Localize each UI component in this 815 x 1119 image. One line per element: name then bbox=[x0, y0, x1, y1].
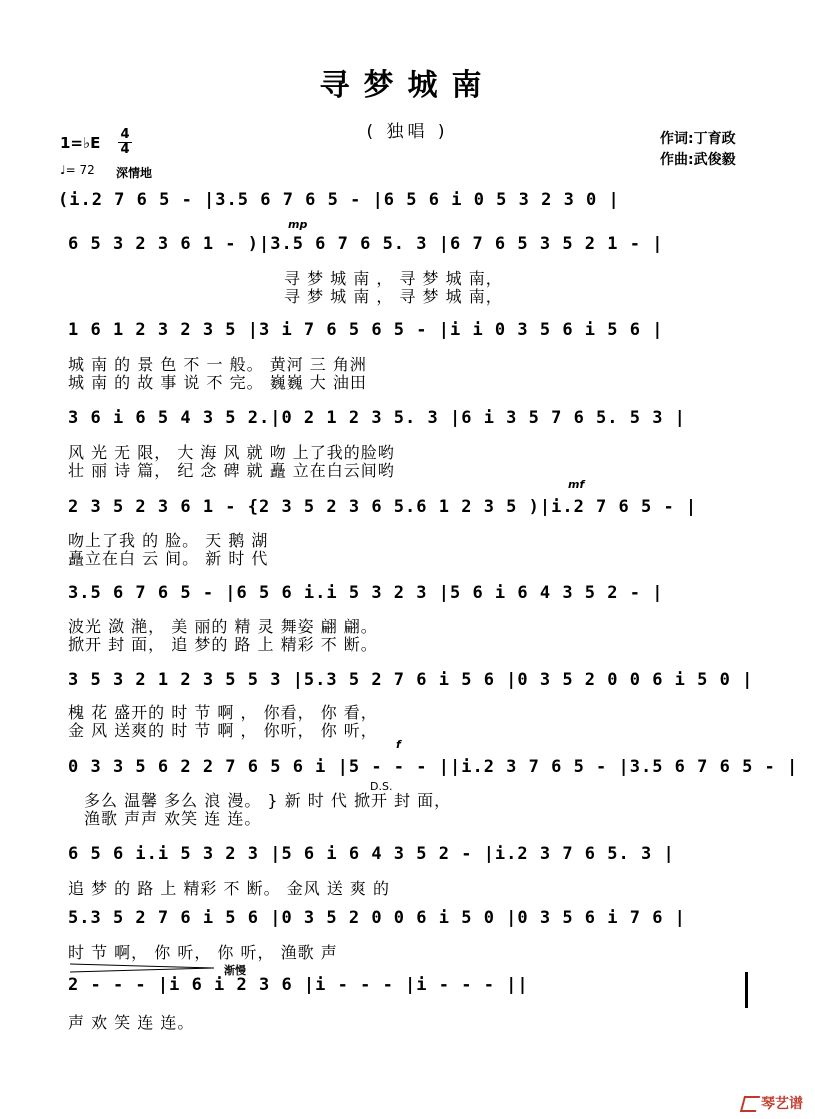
lyric-row-4-verse-2: 壮 丽 诗 篇， 纪 念 碑 就 矗 立在白云间哟 bbox=[68, 461, 395, 480]
score-row-8: 0 3 3 5 6 2 2 7 6 5 6 i |5 - - - ||i.2 3 7 6 5 - |3.5 6 7 6 5 - | bbox=[68, 757, 799, 777]
lyric-row-11: 声 欢 笑 连 连。 bbox=[68, 1013, 195, 1032]
final-barline bbox=[745, 972, 748, 1008]
lyric-row-6-verse-1: 波光 潋 滟， 美 丽的 精 灵 舞姿 翩 翩。 bbox=[68, 617, 378, 636]
lyric-row-4-verse-1: 风 光 无 限， 大 海 风 就 吻 上了我的脸哟 bbox=[68, 443, 395, 462]
dynamic-mf: mf bbox=[568, 478, 585, 491]
logo-icon bbox=[740, 1096, 760, 1112]
score-row-3: 1 6 1 2 3 2 3 5 |3 i 7 6 5 6 5 - |i i 0 3 5 6 i 5 6 | bbox=[68, 320, 664, 340]
score-row-4: 3 6 i 6 5 4 3 5 2.|0 2 1 2 3 5. 3 |6 i 3 5 7 6 5. 5 3 | bbox=[68, 408, 686, 428]
score-row-10: 5.3 5 2 7 6 i 5 6 |0 3 5 2 0 0 6 i 5 0 |0 3 5 6 i 7 6 | bbox=[68, 908, 686, 928]
lyric-row-3-verse-1: 城 南 的 景 色 不 一 般。 黄河 三 角洲 bbox=[68, 355, 367, 374]
score-row-7: 3 5 3 2 1 2 3 5 5 3 |5.3 5 2 7 6 i 5 6 |0 3 5 2 0 0 6 i 5 0 | bbox=[68, 670, 754, 690]
score-row-11: 2 - - - |i 6 i 2 3 6 |i - - - |i - - - || bbox=[68, 975, 529, 995]
lyric-row-10: 时 节 啊， 你 听， 你 听， 渔歌 声 bbox=[68, 943, 338, 962]
lyric-row-9: 追 梦 的 路 上 精彩 不 断。 金风 送 爽 的 bbox=[68, 879, 390, 898]
score-row-5: 2 3 5 2 3 6 1 - {2 3 5 2 3 6 5.6 1 2 3 5 )|i.2 7 6 5 - | bbox=[68, 497, 698, 517]
lyric-row-7-verse-2: 金 风 送爽的 时 节 啊 ， 你听， 你 听， bbox=[68, 721, 378, 740]
dal-segno-marking: D.S. bbox=[370, 780, 393, 793]
dynamic-mp: mp bbox=[288, 218, 308, 231]
lyric-row-3-verse-2: 城 南 的 故 事 说 不 完。 巍巍 大 油田 bbox=[68, 373, 367, 392]
lyric-row-2-verse-2: 寻 梦 城 南 ， 寻 梦 城 南， bbox=[284, 287, 503, 306]
watermark-logo: 琴艺谱 bbox=[742, 1093, 803, 1113]
score-row-9: 6 5 6 i.i 5 3 2 3 |5 6 i 6 4 3 5 2 - |i.2 3 7 6 5. 3 | bbox=[68, 844, 675, 864]
lyric-row-5-verse-2: 矗立在白 云 间。 新 时 代 bbox=[68, 549, 269, 568]
lyric-row-6-verse-2: 掀开 封 面， 追 梦的 路 上 精彩 不 断。 bbox=[68, 635, 378, 654]
lyric-row-5-verse-1: 吻上了我 的 脸。 天 鹅 湖 bbox=[68, 531, 269, 550]
score-row-1: (i.2 7 6 5 - |3.5 6 7 6 5 - |6 5 6 i 0 5 3 2 3 0 | bbox=[58, 190, 620, 210]
score-row-2: 6 5 3 2 3 6 1 - )|3.5 6 7 6 5. 3 |6 7 6 5 3 5 2 1 - | bbox=[68, 234, 664, 254]
key-signature: 1=♭E bbox=[60, 134, 101, 152]
composer-credit: 作曲:武俊毅 bbox=[660, 152, 736, 168]
lyric-row-8-verse-1: 多么 温馨 多么 浪 漫。 } 新 时 代 掀开 封 面， bbox=[84, 791, 452, 810]
time-signature: 4 4 bbox=[118, 128, 132, 157]
ritardando-marking: 渐慢 bbox=[224, 964, 246, 977]
expression-marking: 深情地 bbox=[116, 166, 153, 180]
lyric-row-8-verse-2: 渔歌 声声 欢笑 连 连。 bbox=[84, 809, 262, 828]
decrescendo-hairpin bbox=[68, 962, 218, 974]
page-title: 寻梦城南 bbox=[319, 68, 496, 103]
lyricist-credit: 作词:丁育政 bbox=[660, 131, 736, 147]
tempo-marking: ♩= 72 bbox=[60, 163, 95, 177]
dynamic-f: f bbox=[396, 738, 401, 751]
lyric-row-7-verse-1: 槐 花 盛开的 时 节 啊 ， 你看， 你 看， bbox=[68, 703, 378, 722]
subtitle: ( 独唱 ) bbox=[366, 122, 449, 142]
score-row-6: 3.5 6 7 6 5 - |6 5 6 i.i 5 3 2 3 |5 6 i 6 4 3 5 2 - | bbox=[68, 583, 664, 603]
lyric-row-2-verse-1: 寻 梦 城 南 ， 寻 梦 城 南， bbox=[284, 269, 503, 288]
